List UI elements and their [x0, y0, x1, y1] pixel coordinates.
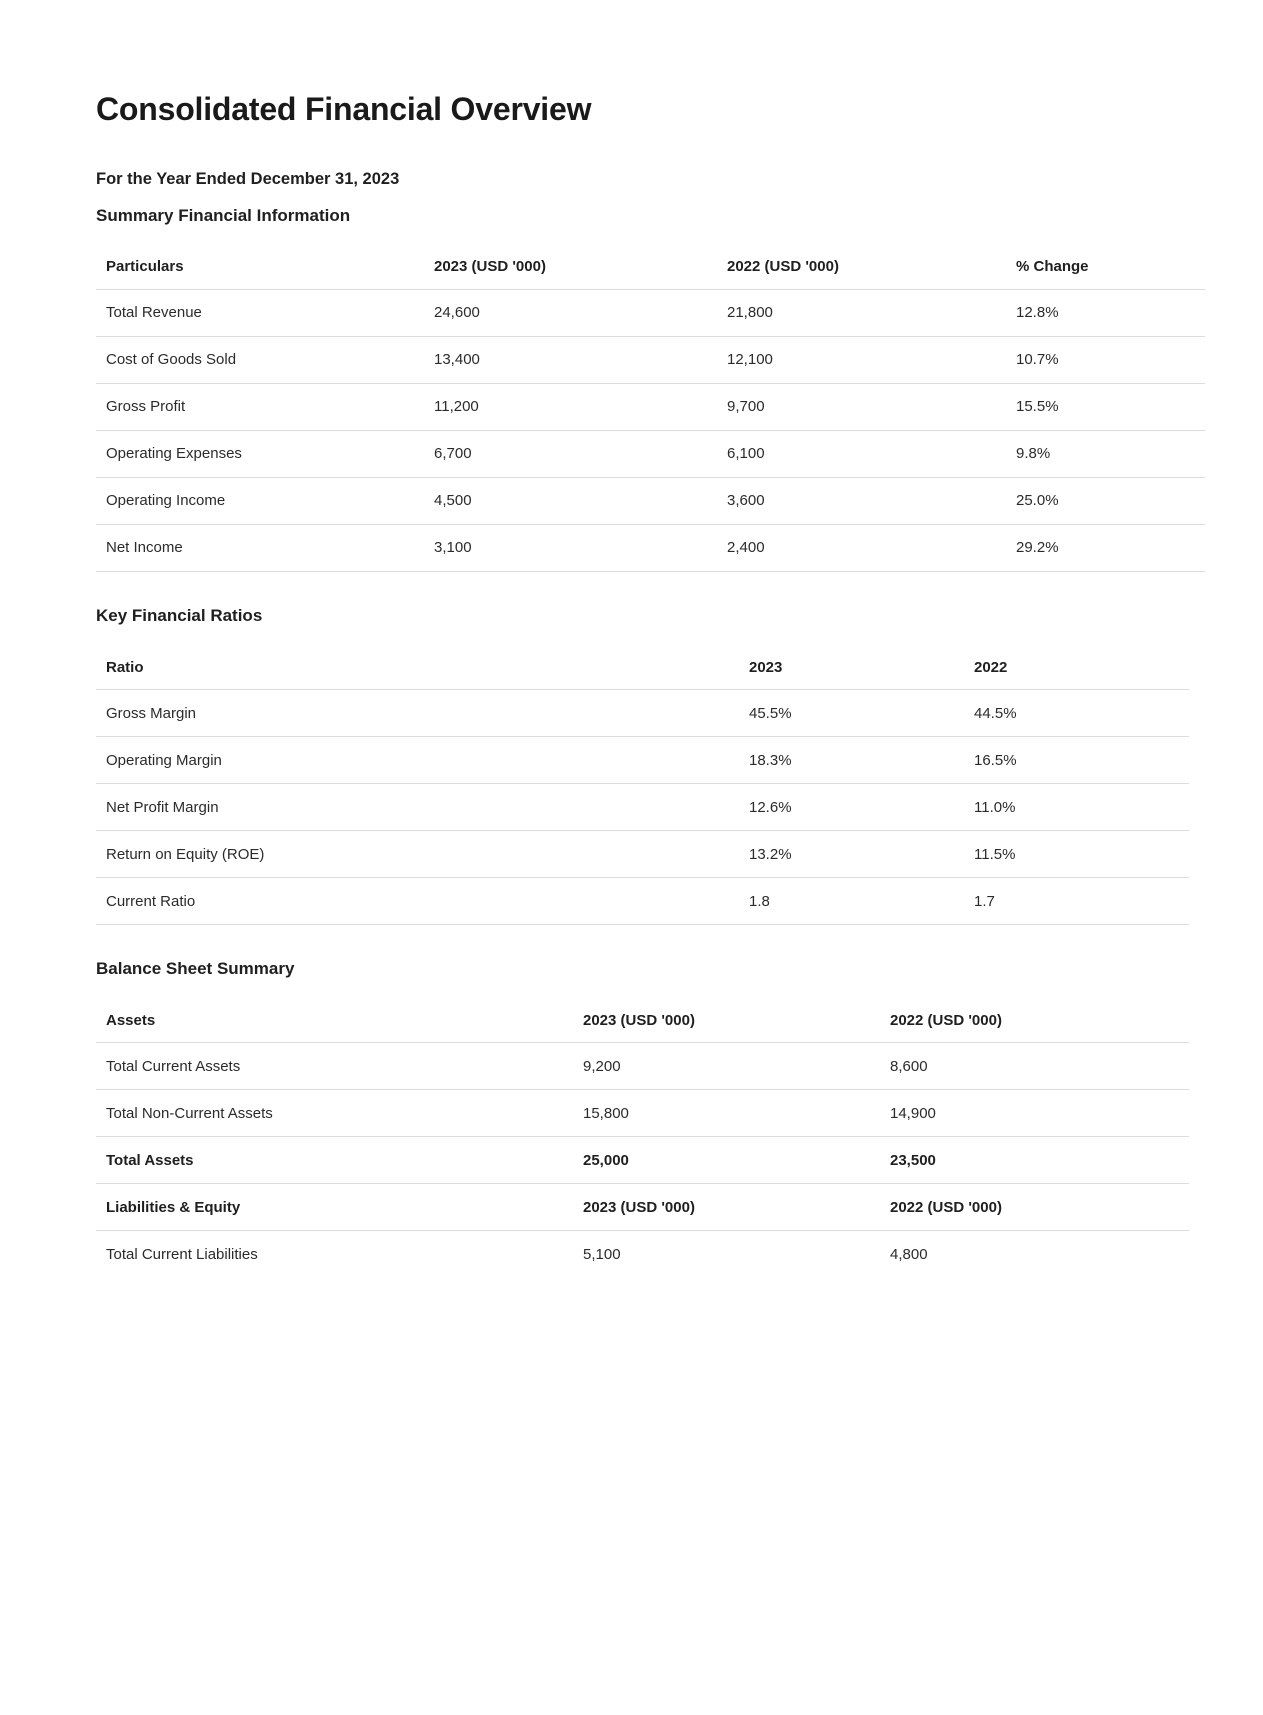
- table-cell: 1.7: [964, 878, 1189, 925]
- table-cell: Current Ratio: [96, 878, 739, 925]
- table-row: [96, 1043, 1189, 1090]
- table-cell: Total Current Liabilities: [106, 1245, 258, 1263]
- table-cell: 21,800: [717, 289, 1006, 336]
- table-header-row: [96, 998, 1189, 1043]
- section-summary-financial-information: [96, 205, 1157, 572]
- table-row: [96, 1137, 1189, 1184]
- table-cell: 2022 (USD '000): [880, 1184, 1189, 1231]
- table-cell: 9.8%: [1006, 430, 1205, 477]
- table-cell: Cost of Goods Sold: [96, 336, 424, 383]
- table-cell: Operating Margin: [96, 737, 739, 784]
- table-row: [96, 1231, 1189, 1278]
- table-cell: 11.0%: [964, 784, 1189, 831]
- table-row: [96, 1184, 1189, 1231]
- column-header: 2023: [739, 645, 964, 690]
- table-cell: Total Assets: [96, 1137, 573, 1184]
- section-heading: Summary Financial Information: [96, 205, 351, 225]
- table-cell: 12.6%: [739, 784, 964, 831]
- table-cell: 24,600: [424, 289, 717, 336]
- table-cell: Total Current Assets: [96, 1043, 573, 1090]
- table-row: [96, 690, 1189, 737]
- table-cell: 8,600: [880, 1043, 1189, 1090]
- table-row: [96, 477, 1205, 524]
- table-cell: Total Non-Current Assets: [96, 1090, 573, 1137]
- table-cell: Operating Expenses: [96, 430, 424, 477]
- table-cell: 29.2%: [1006, 524, 1205, 571]
- table-cell: 44.5%: [964, 690, 1189, 737]
- table-cell: 25,000: [573, 1137, 880, 1184]
- table-cell: 13,400: [424, 336, 717, 383]
- table-cell: 12,100: [717, 336, 1006, 383]
- table-cell: 2023 (USD '000): [573, 1184, 880, 1231]
- summary-financial-table: [96, 245, 1205, 572]
- table-cell: 15.5%: [1006, 383, 1205, 430]
- table-cell: Return on Equity (ROE): [96, 831, 739, 878]
- table-cell: Gross Margin: [96, 690, 739, 737]
- table-cell: 1.8: [739, 878, 964, 925]
- table-cell: 9,200: [573, 1043, 880, 1090]
- table-row: [96, 737, 1189, 784]
- table-cell: 3,100: [424, 524, 717, 571]
- table-cell: 2,400: [717, 524, 1006, 571]
- table-row: [96, 430, 1205, 477]
- table-cell: Net Income: [96, 524, 424, 571]
- column-header: 2022 (USD '000): [717, 245, 1006, 290]
- table-cell: 18.3%: [739, 737, 964, 784]
- section-heading: Key Financial Ratios: [96, 605, 263, 625]
- table-cell: 3,600: [717, 477, 1006, 524]
- column-header: Ratio: [96, 645, 739, 690]
- page-subtitle: For the Year Ended December 31, 2023: [96, 170, 400, 189]
- column-header: 2022 (USD '000): [880, 998, 1189, 1043]
- table-header-row: [96, 245, 1205, 290]
- table-row: [96, 524, 1205, 571]
- table-cell: 45.5%: [739, 690, 964, 737]
- table-row: [96, 336, 1205, 383]
- table-cell: 12.8%: [1006, 289, 1205, 336]
- table-row: [96, 289, 1205, 336]
- table-cell: 16.5%: [964, 737, 1189, 784]
- table-row: [96, 383, 1205, 430]
- page-title: Consolidated Financial Overview: [96, 91, 592, 127]
- table-cell: 15,800: [573, 1090, 880, 1137]
- table-row: [96, 784, 1189, 831]
- table-cell: 6,100: [717, 430, 1006, 477]
- table-row: [96, 831, 1189, 878]
- table-cell: 10.7%: [1006, 336, 1205, 383]
- column-header: 2023 (USD '000): [573, 998, 880, 1043]
- section-key-financial-ratios: [96, 605, 1157, 925]
- balance-sheet-table: [96, 998, 1189, 1277]
- table-cell: Operating Income: [96, 477, 424, 524]
- table-cell: 14,900: [880, 1090, 1189, 1137]
- table-cell: 4,800: [890, 1245, 928, 1263]
- table-cell: 13.2%: [739, 831, 964, 878]
- column-header: 2022: [964, 645, 1189, 690]
- table-cell: 25.0%: [1006, 477, 1205, 524]
- table-cell: Liabilities & Equity: [96, 1184, 573, 1231]
- table-cell: 23,500: [880, 1137, 1189, 1184]
- section-heading: Balance Sheet Summary: [96, 959, 295, 979]
- column-header: Particulars: [96, 245, 424, 290]
- column-header: 2023 (USD '000): [424, 245, 717, 290]
- table-header-row: [96, 645, 1189, 690]
- column-header: Assets: [96, 998, 573, 1043]
- column-header: % Change: [1006, 245, 1205, 290]
- key-ratios-table: [96, 645, 1189, 925]
- table-cell: 11,200: [424, 383, 717, 430]
- table-cell: 6,700: [424, 430, 717, 477]
- table-row: [96, 1090, 1189, 1137]
- table-cell: Gross Profit: [96, 383, 424, 430]
- table-cell: 4,500: [424, 477, 717, 524]
- table-cell: Net Profit Margin: [96, 784, 739, 831]
- table-row: [96, 878, 1189, 925]
- section-balance-sheet-summary: [96, 958, 1157, 1277]
- table-cell: Total Revenue: [96, 289, 424, 336]
- table-cell: 5,100: [583, 1245, 621, 1263]
- table-cell: 11.5%: [964, 831, 1189, 878]
- table-cell: 9,700: [717, 383, 1006, 430]
